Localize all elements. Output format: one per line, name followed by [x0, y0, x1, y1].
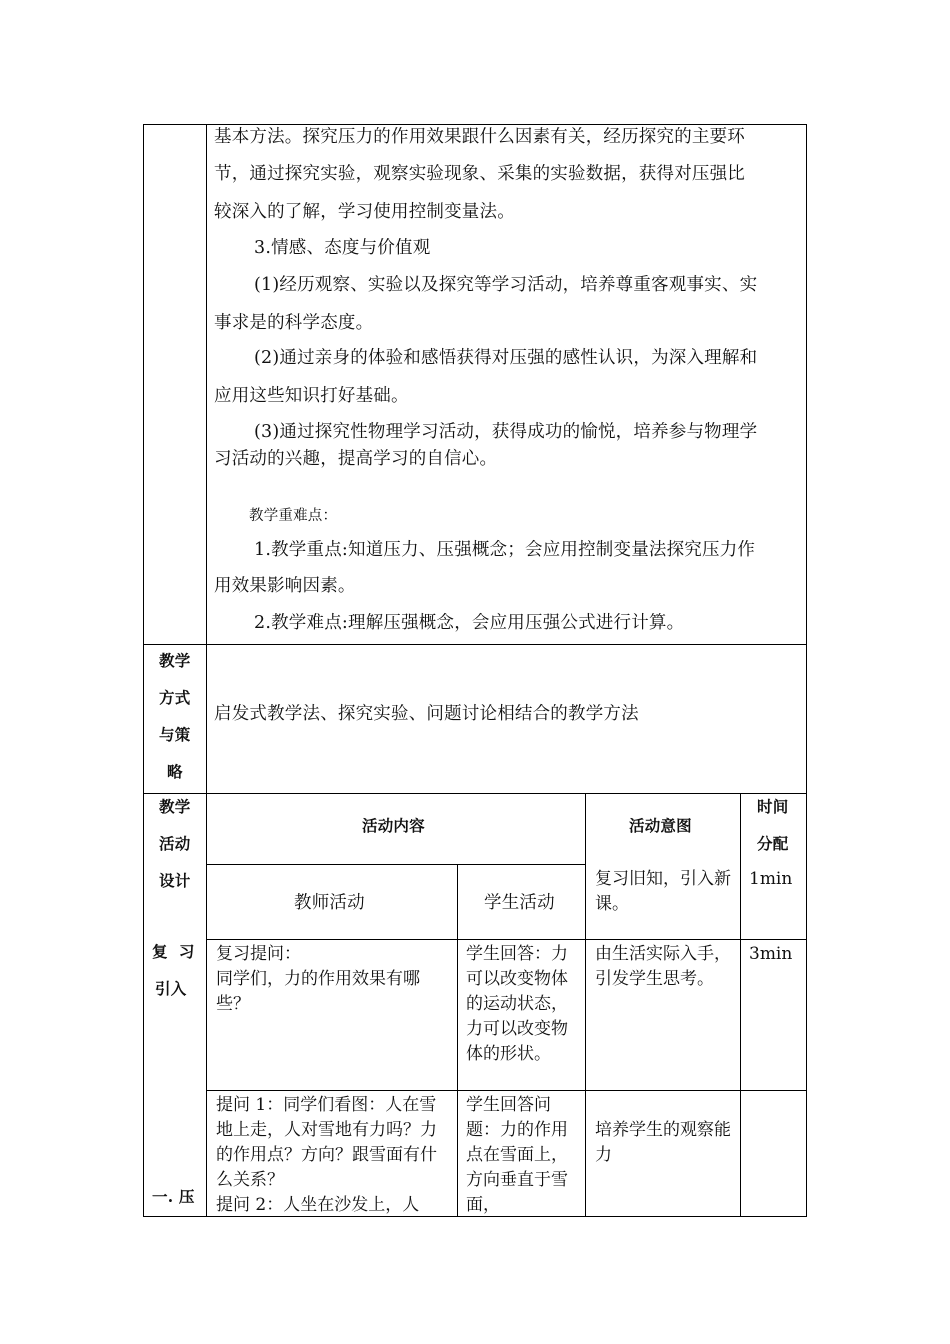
objective-item: (1)经历观察、实验以及探究等学习活动，培养尊重客观事实、实: [254, 275, 758, 295]
section-heading: 3.情感、态度与价值观: [254, 238, 431, 258]
column-divider: [457, 864, 458, 1216]
student-activity: 学生回答问题：力的作用点在雪面上，方向垂直于雪面，: [466, 1095, 568, 1215]
row-divider: [143, 793, 807, 794]
sub-header-student: 学生活动: [484, 893, 555, 913]
row-divider: [143, 644, 807, 645]
column-divider: [740, 793, 741, 1216]
stage-label: 一. 压: [152, 1187, 195, 1206]
objective-item: (2)通过亲身的体验和感悟获得对压强的感性认识，为深入理解和: [254, 348, 758, 368]
activity-intent: 由生活实际入手，引发学生思考。: [595, 944, 731, 989]
activity-label: 活动: [159, 834, 191, 853]
objective-item: 应用这些知识打好基础。: [214, 386, 409, 406]
intro-intent: 复习旧知，引入新课。: [595, 869, 731, 914]
header-time: 分配: [757, 834, 789, 853]
activity-time: 3min: [749, 944, 793, 964]
objective-line: 节，通过探究实验，观察实验现象、采集的实验数据，获得对压强比: [214, 164, 745, 184]
sub-header-teacher: 教师活动: [294, 893, 365, 913]
activity-label: 设计: [159, 871, 191, 890]
method-label: 教学: [159, 651, 191, 670]
method-content: 启发式教学法、探究实验、问题讨论相结合的教学方法: [214, 704, 639, 724]
column-divider: [585, 793, 586, 1216]
teacher-activity: 复习提问： 同学们，力的作用效果有哪些？: [216, 944, 420, 1014]
method-label: 方式: [159, 688, 191, 707]
stage-label: 引入: [155, 979, 187, 998]
intro-time: 1min: [749, 869, 793, 889]
row-divider: [206, 864, 585, 865]
teacher-activity: 提问 1：同学们看图：人在雪地上走，人对雪地有力吗？力的作用点？方向？跟雪面有什么关系？ 提问 2：人坐在沙发上，人: [216, 1095, 437, 1215]
method-label: 略: [167, 762, 183, 781]
header-activity-content: 活动内容: [362, 816, 425, 835]
objective-item: 习活动的兴趣，提高学习的自信心。: [214, 449, 498, 469]
objective-line: 基本方法。探究压力的作用效果跟什么因素有关，经历探究的主要环: [214, 127, 745, 147]
method-label: 与策: [159, 725, 191, 744]
key-point-focus: 用效果影响因素。: [214, 576, 356, 596]
objective-line: 较深入的了解，学习使用控制变量法。: [214, 202, 515, 222]
header-time: 时间: [757, 797, 789, 816]
row-divider: [206, 939, 807, 940]
row-divider: [206, 1090, 807, 1091]
objective-item: (3)通过探究性物理学习活动，获得成功的愉悦，培养参与物理学: [254, 422, 758, 442]
stage-label: 复 习: [152, 942, 195, 961]
key-points-heading: 教学重难点：: [249, 508, 338, 524]
header-activity-intent: 活动意图: [629, 816, 692, 835]
objective-item: 事求是的科学态度。: [214, 313, 374, 333]
key-point-difficulty: 2.教学难点:理解压强概念，会应用压强公式进行计算。: [254, 613, 685, 633]
key-point-focus: 1.教学重点:知道压力、压强概念；会应用控制变量法探究压力作: [254, 540, 756, 560]
activity-intent: 培养学生的观察能力: [595, 1120, 731, 1165]
student-activity: 学生回答：力可以改变物体的运动状态，力可以改变物体的形状。: [466, 944, 568, 1064]
label-column-divider: [206, 124, 207, 1216]
activity-label: 教学: [159, 797, 191, 816]
